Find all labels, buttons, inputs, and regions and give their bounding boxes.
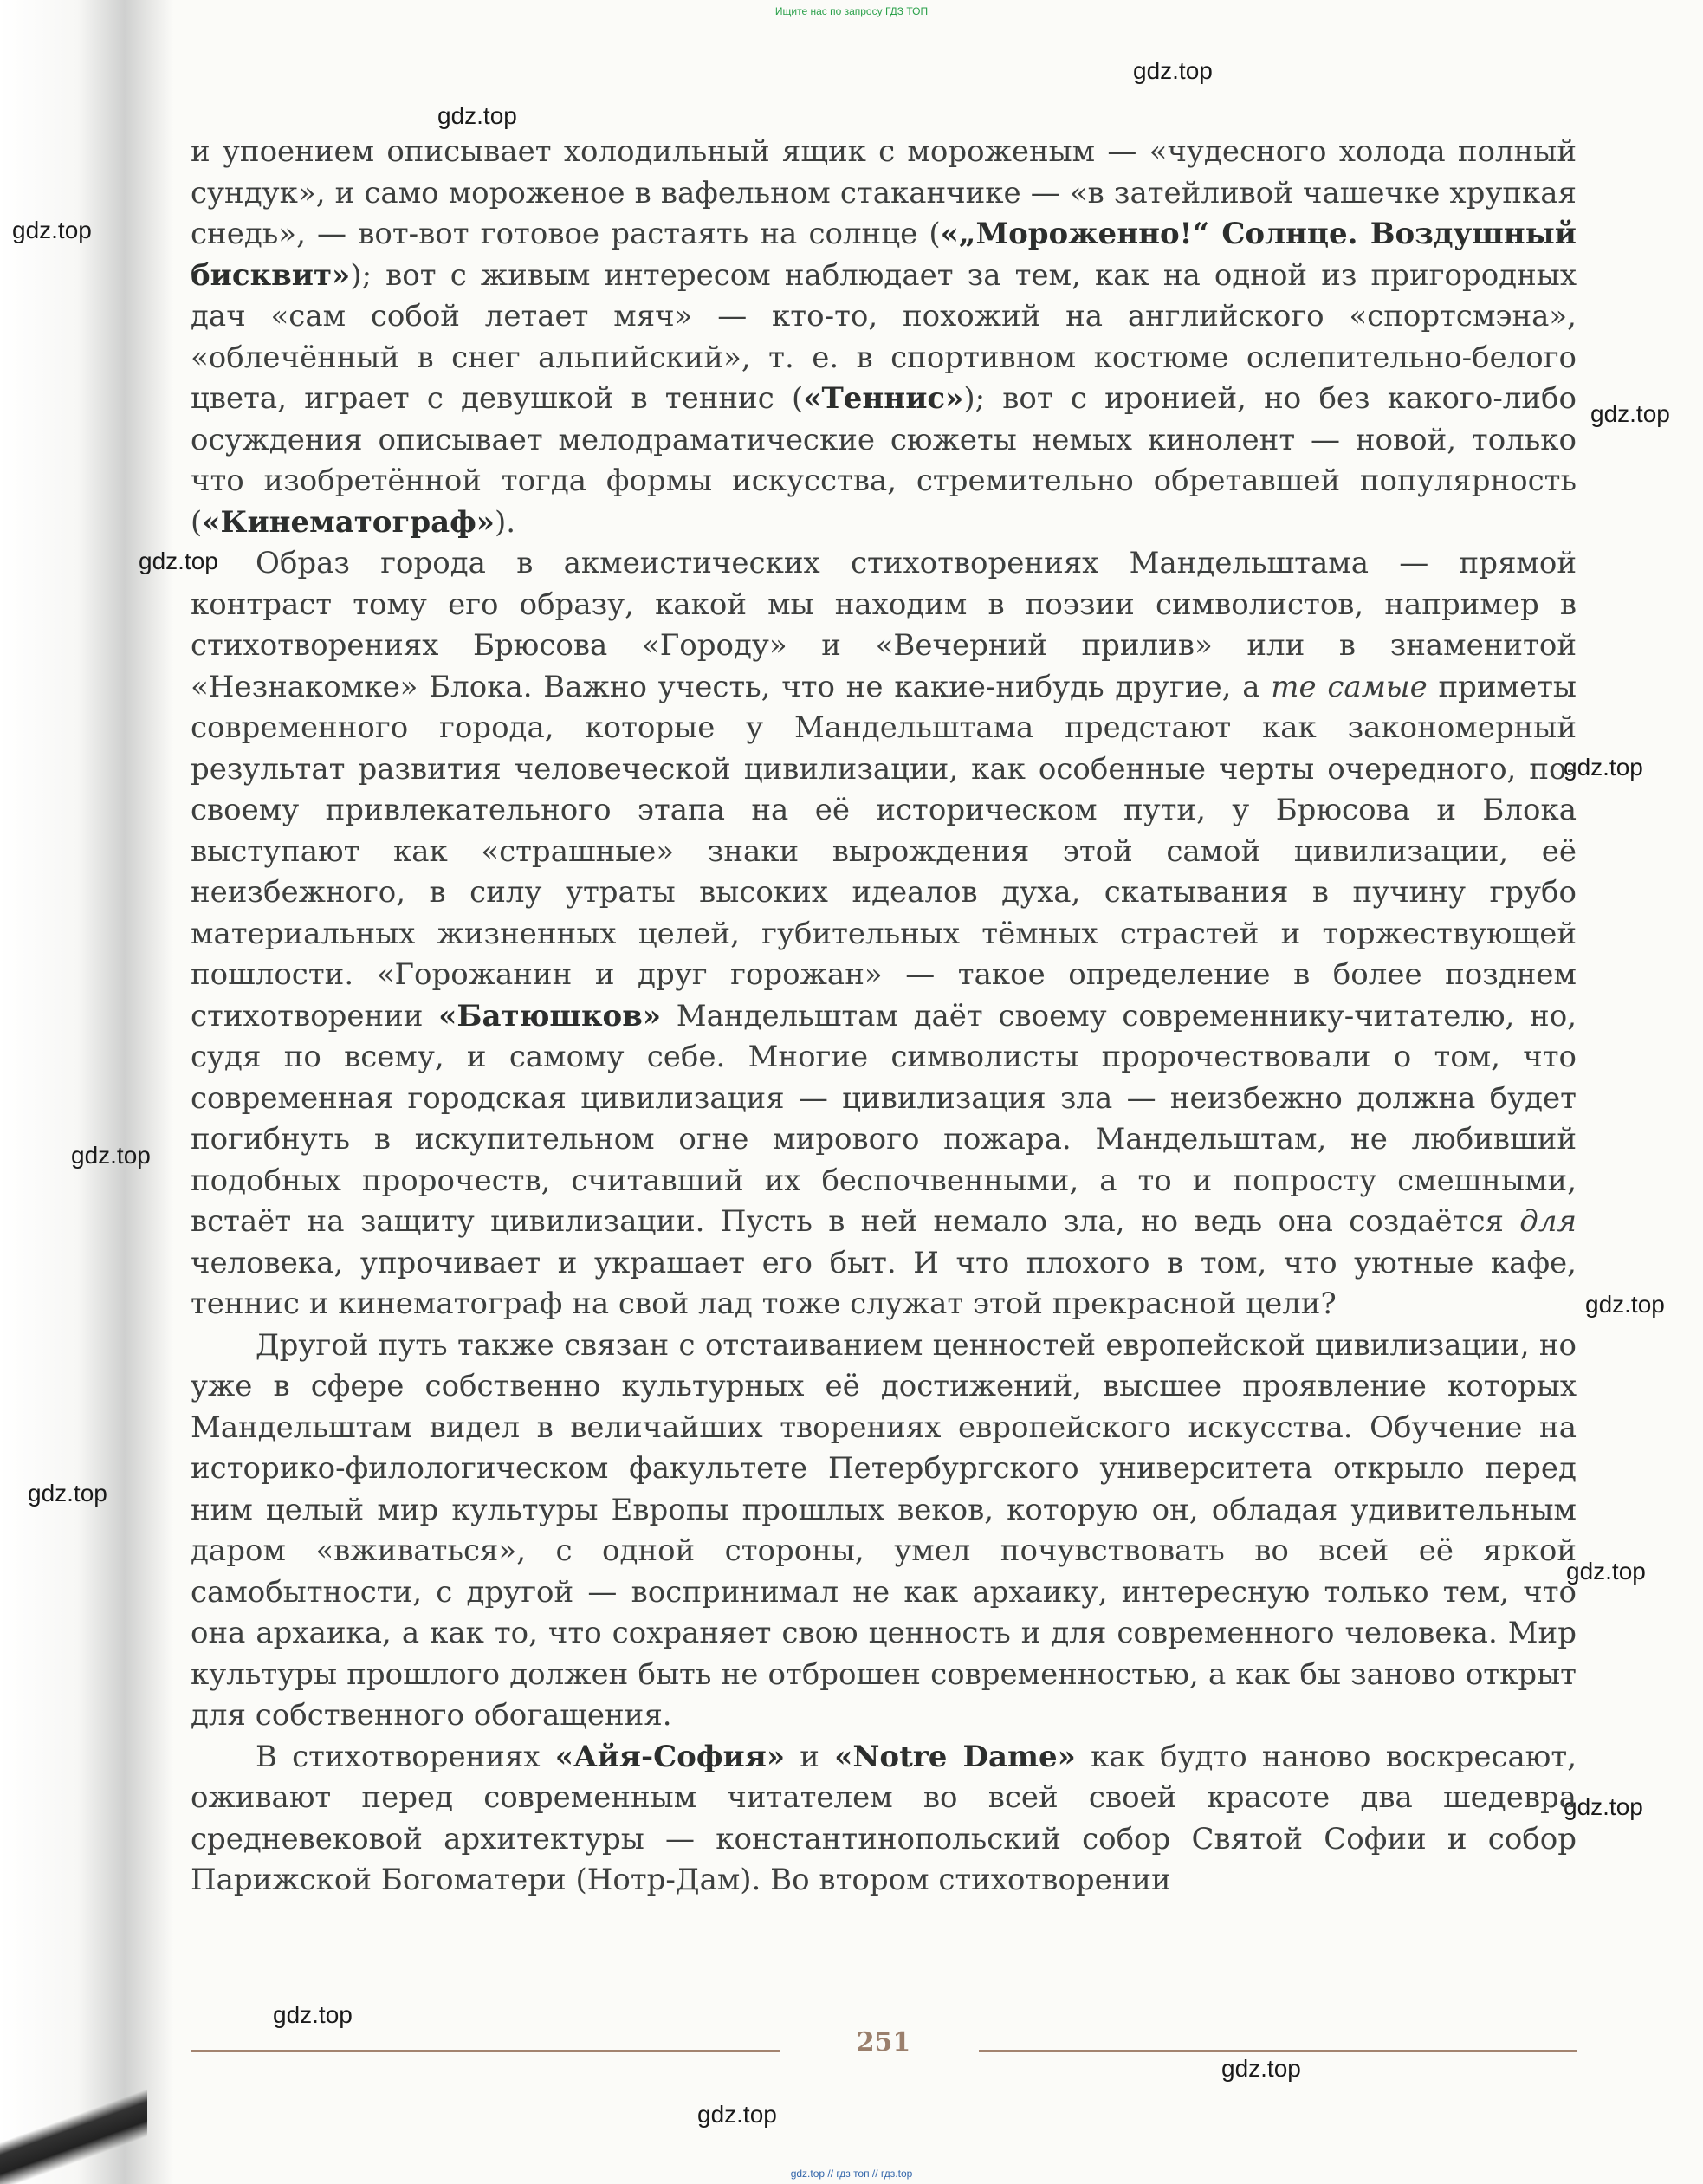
bold-title: «Теннис» bbox=[803, 381, 964, 416]
watermark: gdz.top bbox=[1590, 400, 1670, 427]
paragraph bbox=[191, 132, 1577, 543]
bold-title: «Кинематограф» bbox=[202, 504, 495, 540]
paragraph bbox=[191, 543, 1577, 1325]
watermark: gdz.top bbox=[273, 2001, 353, 2028]
text-run: ); вот с живым интересом наблюдает за тем, как на одной из пригородных дач «сам собой летает мяч» — кто-то, похожий на английского «спортсмэна», «облечённый в снег альпийский», т. е. в спортивном костюме ослепительно-белого цвета, играет с девушкой в теннис ( bbox=[191, 257, 1577, 416]
page-number: 251 bbox=[856, 2027, 911, 2058]
watermark: gdz.top bbox=[697, 2101, 777, 2128]
watermark: gdz.top bbox=[1133, 57, 1213, 84]
text-run: и bbox=[785, 1739, 835, 1774]
italic-text: для bbox=[1519, 1204, 1577, 1239]
text-run: Образ города в акмеистических стихотворениях Мандельштама — прямой контраст тому его образу, какой мы находим в поэзии символистов, например в стихотворениях Брюсова «Городу» и «Вечерний прилив» или в знаменитой «Незнакомке» Блока. Важно учесть, что не какие-нибудь другие, а bbox=[191, 546, 1577, 704]
top-note: Ищите нас по запросу ГДЗ ТОП bbox=[774, 5, 929, 17]
footer-rule-left bbox=[191, 2050, 780, 2052]
paragraph bbox=[191, 1325, 1577, 1737]
watermark: gdz.top bbox=[1566, 1558, 1646, 1585]
text-run: Мандельштам даёт своему современнику-читателю, но, судя по всему, и самому себе. Многие символисты пророчествовали о том, что современная городская цивилизация — цивилизация зла — неизбежно должна будет погибнуть в искупительном огне мирового пожара. Мандельштам, не любивший подобных пророчеств, считавший их беспочвенными, а то и попросту смешными, встаёт на защиту цивилизации. Пусть в ней немало зла, но ведь она создаётся bbox=[191, 998, 1577, 1239]
bold-title: «Батюшков» bbox=[438, 998, 662, 1034]
footer-rule-right bbox=[979, 2050, 1577, 2052]
text-run: приметы современного города, которые у Мандельштама предстают как закономерный результат развития человеческой цивилизации, как особенные черты очередного, по-своему привлекательного этапа на её историческом пути, у Брюсова и Блока выступают как «страшные» знаки вырождения этой самой цивилизации, её неизбежного, в силу утраты высоких идеалов духа, скатывания в пучину грубо материальных жизненных целей, губительных тёмных страстей и торжествующей пошлости. «Горожанин и друг горожан» — такое определение в более позднем стихотворении bbox=[191, 669, 1577, 1034]
italic-text: те самые bbox=[1271, 669, 1428, 704]
watermark: gdz.top bbox=[437, 102, 517, 129]
bottom-note: gdz.top // гдз топ // гдз.top bbox=[790, 2168, 913, 2180]
watermark: gdz.top bbox=[1585, 1291, 1665, 1318]
text-run: В стихотворениях bbox=[256, 1739, 555, 1774]
bold-title: «„Мороженно!“ Солнце. Воздушный бисквит» bbox=[191, 217, 1577, 293]
watermark: gdz.top bbox=[1564, 1793, 1643, 1820]
text-run: и упоением описывает холодильный ящик с мороженым — «чудесного холода полный сундук», и само мороженое в вафельном стаканчике — «в затейливой чашечке хрупкая снедь», — вот-вот готовое растаять на солнце ( bbox=[191, 134, 1577, 251]
body-text bbox=[191, 132, 1577, 1902]
watermark: gdz.top bbox=[71, 1142, 151, 1169]
watermark: gdz.top bbox=[1221, 2055, 1301, 2082]
text-run: как будто наново воскресают, оживают перед современным читателем во всей своей красоте два шедевра средневековой архитектуры — константинопольский собор Святой Софии и собор Парижской Богоматери (Нотр-Дам). Во втором стихотворении bbox=[191, 1739, 1577, 1897]
bold-title: «Notre Dame» bbox=[834, 1739, 1076, 1774]
bold-title: «Айя-София» bbox=[554, 1739, 786, 1774]
watermark: gdz.top bbox=[139, 548, 218, 574]
paragraph bbox=[191, 1737, 1577, 1902]
text-run: ); вот с иронией, но без какого-либо осуждения описывает мелодраматические сюжеты немых кинолент — новой, только что изобретённой тогда формы искусства, стремительно обретавшей популярность ( bbox=[191, 381, 1577, 540]
watermark: gdz.top bbox=[1564, 754, 1643, 781]
book-spine-shadow bbox=[0, 0, 173, 2184]
text-run: человека, упрочивает и украшает его быт. И что плохого в том, что уютные кафе, теннис и кинематограф на свой лад тоже служат этой прекрасной цели? bbox=[191, 1245, 1577, 1321]
text-run: Другой путь также связан с отстаиванием ценностей европейской цивилизации, но уже в сфере собственно культурных её достижений, высшее проявление которых Мандельштам видел в величайших творениях европейского искусства. Обучение на историко-филологическом факультете Петербургского университета открыло перед ним целый мир культуры Европы прошлых веков, которую он, обладая удивительным даром «вживаться», с одной стороны, умел почувствовать во всей её яркой самобытности, с другой — воспринимал не как архаику, интересную только тем, что она архаика, а как то, что сохраняет свою ценность и для современного человека. Мир культуры прошлого должен быть не отброшен современностью, а как бы заново открыт для собственного обогащения. bbox=[191, 1327, 1577, 1733]
watermark: gdz.top bbox=[12, 217, 92, 243]
watermark: gdz.top bbox=[28, 1480, 107, 1507]
text-run: ). bbox=[495, 504, 516, 540]
